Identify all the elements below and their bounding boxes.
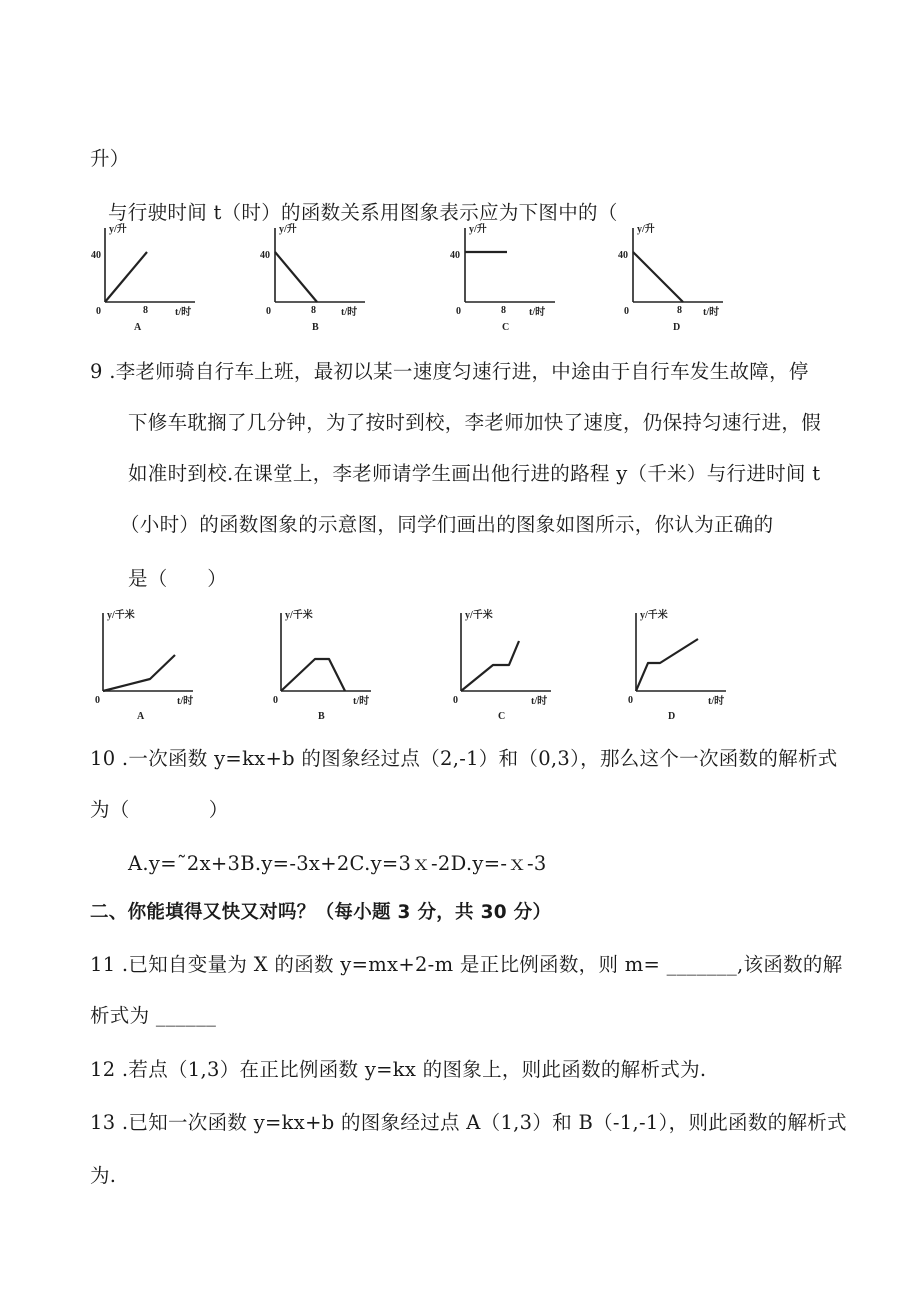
graph-letter: B xyxy=(318,711,325,722)
y-axis-label: y/升 xyxy=(279,224,297,235)
q9-graph-b xyxy=(263,605,383,723)
x-axis-label: t/时 xyxy=(177,696,194,707)
origin-label: 0 xyxy=(273,695,278,706)
x-tick-label: 8 xyxy=(143,305,148,316)
x-tick-label: 8 xyxy=(311,305,316,316)
q10-options: A.y=˜2x+3B.y=-3x+2C.y=3ｘ-2D.y=-ｘ-3 xyxy=(128,852,547,875)
y-axis-label: y/千米 xyxy=(465,610,493,621)
text-line-1: 升） xyxy=(90,147,130,170)
y-axis-label: y/升 xyxy=(637,224,655,235)
graph-line xyxy=(636,639,698,691)
x-tick-label: 8 xyxy=(677,305,682,316)
graph-letter: C xyxy=(502,322,510,333)
graph-letter: B xyxy=(312,322,319,333)
q8-graph-d xyxy=(613,222,733,334)
q9-line-4: （小时）的函数图象的示意图，同学们画出的图象如图所示，你认为正确的 xyxy=(120,513,774,536)
y-tick-label: 40 xyxy=(260,250,270,261)
x-tick-label: 8 xyxy=(501,305,506,316)
q9-graph-c xyxy=(443,605,563,723)
q13-line-2: 为. xyxy=(90,1164,117,1187)
q9-line-5: 是（ ） xyxy=(128,567,228,590)
graph-letter: A xyxy=(134,322,142,333)
y-axis-label: y/千米 xyxy=(285,610,313,621)
origin-label: 0 xyxy=(266,306,271,317)
graph-line xyxy=(275,252,317,302)
x-axis-label: t/时 xyxy=(341,307,358,318)
q8-graph-a xyxy=(85,222,205,334)
graph-line xyxy=(105,252,147,302)
q9-line-3: 如准时到校.在课堂上，李老师请学生画出他行进的路程 y（千米）与行进时间 t xyxy=(128,462,821,485)
graph-line xyxy=(281,659,345,691)
graph-letter: C xyxy=(498,711,506,722)
origin-label: 0 xyxy=(96,306,101,317)
graph-letter: D xyxy=(673,322,681,333)
origin-label: 0 xyxy=(453,695,458,706)
q13-line-1: 13 .已知一次函数 y=kx+b 的图象经过点 A（1,3）和 B（-1,-1），则此函数的解析式 xyxy=(90,1111,847,1134)
y-axis-label: y/升 xyxy=(109,224,127,235)
x-axis-label: t/时 xyxy=(175,307,192,318)
y-tick-label: 40 xyxy=(618,250,628,261)
q9-line-2: 下修车耽搁了几分钟，为了按时到校，李老师加快了速度，仍保持匀速行进，假 xyxy=(128,411,822,434)
origin-label: 0 xyxy=(95,695,100,706)
y-tick-label: 40 xyxy=(91,250,101,261)
q9-line-1: 9 .李老师骑自行车上班，最初以某一速度匀速行进，中途由于自行车发生故障，停 xyxy=(90,360,809,383)
q12-line: 12 .若点（1,3）在正比例函数 y=kx 的图象上，则此函数的解析式为. xyxy=(90,1058,707,1081)
q10-line-1: 10 .一次函数 y=kx+b 的图象经过点（2,-1）和（0,3），那么这个一次函数的解析式 xyxy=(90,747,838,770)
graph-line xyxy=(633,252,683,302)
section-2-heading: 二、你能填得又快又对吗？（每小题 3 分，共 30 分） xyxy=(90,902,552,923)
x-axis-label: t/时 xyxy=(531,696,548,707)
q9-graph-a xyxy=(85,605,205,723)
text-line-2: 与行驶时间 t（时）的函数关系用图象表示应为下图中的（ xyxy=(108,201,618,224)
q8-graph-b xyxy=(255,222,375,334)
x-axis-label: t/时 xyxy=(529,307,546,318)
origin-label: 0 xyxy=(624,306,629,317)
x-axis-label: t/时 xyxy=(353,696,370,707)
origin-label: 0 xyxy=(628,695,633,706)
q11-line-1: 11 .已知自变量为 X 的函数 y=mx+2-m 是正比例函数，则 m= _______,该函数的解 xyxy=(90,953,843,976)
y-axis-label: y/千米 xyxy=(107,610,135,621)
graph-line xyxy=(103,655,175,691)
graph-letter: A xyxy=(137,711,145,722)
origin-label: 0 xyxy=(456,306,461,317)
graph-letter: D xyxy=(668,711,676,722)
q8-graph-c xyxy=(445,222,565,334)
x-axis-label: t/时 xyxy=(708,696,725,707)
x-axis-label: t/时 xyxy=(703,307,720,318)
q9-graph-d xyxy=(618,605,738,723)
q10-line-2: 为（ ） xyxy=(90,798,229,821)
y-tick-label: 40 xyxy=(450,250,460,261)
y-axis-label: y/升 xyxy=(469,224,487,235)
q11-line-2: 析式为 ______ xyxy=(90,1004,217,1027)
graph-line xyxy=(461,641,519,691)
y-axis-label: y/千米 xyxy=(640,610,668,621)
